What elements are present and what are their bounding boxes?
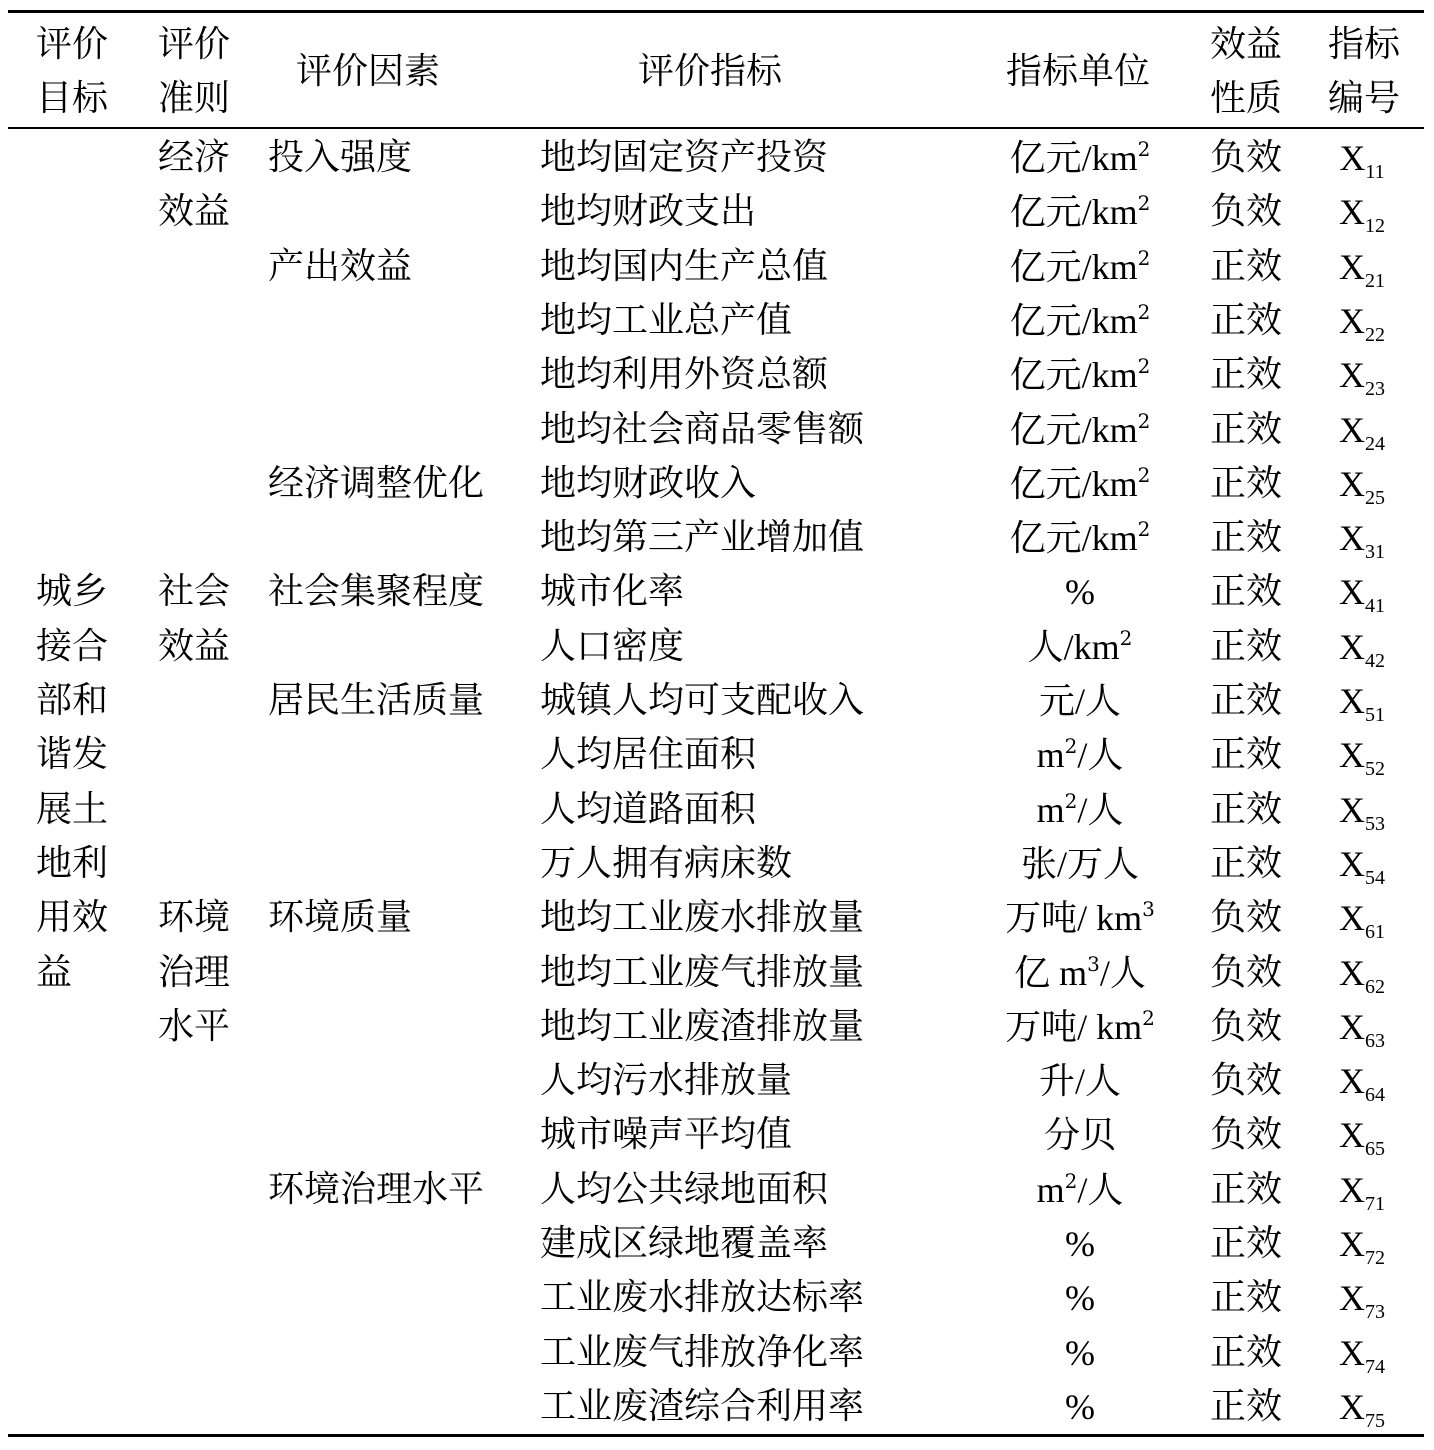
code-cell bbox=[1322, 783, 1402, 837]
criterion-line: 环境 bbox=[158, 897, 231, 939]
code-cell bbox=[1322, 240, 1402, 294]
code-letter: X bbox=[1339, 518, 1365, 559]
indicator-cell: 城镇人均可支配收入 bbox=[540, 680, 865, 721]
factor-label: 环境质量 bbox=[268, 897, 413, 939]
code-sub bbox=[1365, 1301, 1385, 1323]
factor-label: 经济调整优化 bbox=[268, 462, 485, 504]
nature-cell: 正效 bbox=[1210, 245, 1283, 287]
code-subscript: 21 bbox=[1365, 269, 1385, 292]
nature-cell: 正效 bbox=[1210, 842, 1283, 884]
unit-cell bbox=[985, 946, 1175, 1001]
factor-label: 居民生活质量 bbox=[268, 680, 485, 721]
indicator-cell: 城市化率 bbox=[540, 571, 685, 613]
code-subscript: 12 bbox=[1365, 215, 1385, 238]
nature-cell: 正效 bbox=[1210, 408, 1283, 450]
criterion-line: 效益 bbox=[158, 191, 231, 233]
bottom-rule bbox=[8, 1434, 1424, 1437]
code-sub bbox=[1365, 270, 1385, 292]
code-subscript: 71 bbox=[1365, 1192, 1385, 1215]
indicator-cell: 人均污水排放量 bbox=[540, 1060, 793, 1102]
code-subscript: 62 bbox=[1365, 975, 1385, 998]
code-subscript: 73 bbox=[1365, 1301, 1385, 1324]
nature-cell: 负效 bbox=[1210, 951, 1283, 993]
header-nature-2: 性质 bbox=[1210, 78, 1283, 119]
unit-cell bbox=[985, 511, 1175, 566]
unit-text: m bbox=[1036, 735, 1065, 776]
code-subscript: 72 bbox=[1365, 1247, 1385, 1269]
goal-line: 接合 bbox=[36, 625, 109, 667]
indicator-cell: 地均第三产业增加值 bbox=[540, 517, 865, 559]
unit-text: 亿元/km bbox=[1009, 355, 1138, 396]
code-sub bbox=[1365, 704, 1385, 726]
code-cell bbox=[1322, 891, 1402, 945]
code-cell bbox=[1322, 1054, 1402, 1108]
nature-cell: 正效 bbox=[1210, 680, 1283, 721]
code-cell bbox=[1322, 457, 1402, 511]
code-subscript: 23 bbox=[1365, 378, 1385, 401]
code-sub bbox=[1365, 976, 1385, 998]
factor-label: 社会集聚程度 bbox=[268, 571, 485, 613]
header-indicator: 评价指标 bbox=[638, 51, 783, 92]
unit-cell bbox=[985, 674, 1175, 729]
header-factor: 评价因素 bbox=[296, 51, 441, 92]
unit-sup bbox=[1138, 300, 1151, 324]
code-letter: X bbox=[1339, 735, 1365, 776]
unit-text: 亿元/km bbox=[1009, 192, 1138, 233]
unit-cell bbox=[985, 565, 1175, 620]
factor-label: 环境治理水平 bbox=[268, 1168, 485, 1210]
indicator-cell: 地均工业废气排放量 bbox=[540, 951, 865, 993]
header-criterion-1: 评价 bbox=[158, 24, 231, 65]
unit-cell bbox=[985, 294, 1175, 349]
unit-sup bbox=[1138, 137, 1151, 161]
code-subscript: 53 bbox=[1365, 812, 1385, 835]
code-subscript: 65 bbox=[1365, 1138, 1385, 1161]
unit-sup bbox=[1138, 191, 1151, 215]
criterion-line: 经济 bbox=[158, 137, 231, 178]
unit-sup bbox=[1138, 354, 1151, 378]
code-subscript: 75 bbox=[1365, 1409, 1385, 1432]
code-sub bbox=[1365, 324, 1385, 346]
indicator-cell: 地均固定资产投资 bbox=[540, 137, 829, 178]
code-sub bbox=[1365, 433, 1385, 455]
code-cell bbox=[1322, 728, 1402, 782]
indicator-cell: 人均公共绿地面积 bbox=[540, 1168, 829, 1210]
unit-sup bbox=[1065, 789, 1078, 813]
nature-cell: 负效 bbox=[1210, 1060, 1283, 1102]
header-rule bbox=[8, 127, 1424, 129]
header-goal-1: 评价 bbox=[36, 24, 109, 65]
nature-cell: 正效 bbox=[1210, 625, 1283, 667]
nature-cell: 正效 bbox=[1210, 354, 1283, 396]
unit-text: m bbox=[1036, 789, 1065, 830]
code-sub bbox=[1365, 813, 1385, 835]
code-cell bbox=[1322, 131, 1402, 185]
unit-sup bbox=[1065, 1169, 1078, 1193]
factor-label: 产出效益 bbox=[268, 245, 413, 287]
indicator-cell: 工业废气排放净化率 bbox=[540, 1331, 865, 1373]
code-sub bbox=[1365, 758, 1385, 780]
unit-superscript: 2 bbox=[1137, 137, 1151, 161]
unit-text: 万吨/ km bbox=[1005, 1006, 1143, 1047]
nature-cell: 正效 bbox=[1210, 1385, 1283, 1427]
unit-cell bbox=[985, 1163, 1175, 1218]
unit-text: 万吨/ km bbox=[1005, 898, 1143, 939]
unit-superscript: 2 bbox=[1137, 408, 1151, 433]
indicator-cell: 城市噪声平均值 bbox=[540, 1114, 793, 1156]
unit-cell bbox=[985, 131, 1175, 186]
code-letter: X bbox=[1339, 1386, 1365, 1427]
code-cell bbox=[1322, 1108, 1402, 1162]
nature-cell: 负效 bbox=[1210, 897, 1283, 939]
unit-text: 亿元/km bbox=[1009, 246, 1138, 287]
code-sub bbox=[1365, 378, 1385, 400]
unit-sup bbox=[1138, 517, 1151, 541]
unit-superscript: 2 bbox=[1064, 734, 1078, 759]
code-sub bbox=[1365, 1410, 1385, 1432]
unit-text: 人/km bbox=[1027, 626, 1120, 667]
code-sub bbox=[1365, 215, 1385, 237]
nature-cell: 正效 bbox=[1210, 1168, 1283, 1210]
header-code-1: 指标 bbox=[1328, 24, 1401, 65]
indicator-cell: 地均国内生产总值 bbox=[540, 245, 829, 287]
code-letter: X bbox=[1339, 681, 1365, 721]
code-subscript: 51 bbox=[1365, 704, 1385, 726]
code-cell bbox=[1322, 1217, 1402, 1271]
code-subscript: 41 bbox=[1365, 595, 1385, 618]
unit-text: 亿 m bbox=[1014, 952, 1088, 993]
criterion-line: 效益 bbox=[158, 625, 231, 667]
unit-cell bbox=[985, 1271, 1175, 1326]
code-letter: X bbox=[1339, 1006, 1365, 1047]
unit-text: 张/万人 bbox=[1020, 843, 1139, 884]
unit-cell bbox=[985, 457, 1175, 512]
unit-cell bbox=[985, 240, 1175, 295]
unit-cell bbox=[985, 1217, 1175, 1272]
code-subscript: 63 bbox=[1365, 1029, 1385, 1052]
code-cell bbox=[1322, 1380, 1402, 1434]
unit-tail: /人 bbox=[1077, 735, 1124, 776]
unit-superscript: 2 bbox=[1119, 625, 1133, 650]
goal-line: 城乡 bbox=[36, 571, 109, 613]
unit-text: 分贝 bbox=[1043, 1115, 1116, 1156]
unit-sup bbox=[1138, 463, 1151, 487]
indicator-cell: 地均工业废水排放量 bbox=[540, 897, 865, 939]
indicator-cell: 地均利用外资总额 bbox=[540, 354, 829, 396]
indicator-cell: 人均居住面积 bbox=[540, 734, 757, 776]
code-cell bbox=[1322, 294, 1402, 348]
unit-text: m bbox=[1036, 1169, 1065, 1210]
nature-cell: 正效 bbox=[1210, 462, 1283, 504]
criterion-line: 社会 bbox=[158, 571, 231, 613]
code-cell bbox=[1322, 1271, 1402, 1325]
unit-cell bbox=[985, 783, 1175, 838]
code-cell bbox=[1322, 1163, 1402, 1217]
unit-superscript: 2 bbox=[1137, 354, 1151, 379]
code-sub bbox=[1365, 921, 1385, 943]
code-subscript: 22 bbox=[1365, 323, 1385, 346]
unit-cell bbox=[985, 1054, 1175, 1109]
indicator-cell: 地均社会商品零售额 bbox=[540, 408, 865, 450]
unit-sup bbox=[1142, 897, 1155, 921]
nature-cell: 负效 bbox=[1210, 1114, 1283, 1156]
unit-superscript: 2 bbox=[1142, 1005, 1155, 1030]
unit-cell bbox=[985, 1000, 1175, 1055]
unit-superscript: 2 bbox=[1137, 191, 1151, 216]
unit-text: % bbox=[1065, 1386, 1095, 1427]
code-subscript: 42 bbox=[1365, 649, 1385, 672]
goal-line: 部和 bbox=[36, 680, 109, 721]
unit-sup bbox=[1142, 1006, 1155, 1030]
code-letter: X bbox=[1339, 1169, 1365, 1210]
code-sub bbox=[1365, 1030, 1385, 1052]
indicator-cell: 工业废渣综合利用率 bbox=[540, 1385, 865, 1427]
code-letter: X bbox=[1339, 789, 1365, 830]
nature-cell: 正效 bbox=[1210, 299, 1283, 341]
unit-text: 亿元/km bbox=[1009, 300, 1138, 341]
nature-cell: 正效 bbox=[1210, 517, 1283, 559]
code-letter: X bbox=[1339, 1224, 1365, 1264]
unit-cell bbox=[985, 837, 1175, 892]
code-sub bbox=[1365, 595, 1385, 617]
indicator-cell: 人均道路面积 bbox=[540, 788, 757, 830]
code-letter: X bbox=[1339, 952, 1365, 993]
code-letter: X bbox=[1339, 463, 1365, 504]
code-sub bbox=[1365, 1247, 1385, 1269]
code-letter: X bbox=[1339, 192, 1365, 233]
code-sub bbox=[1365, 161, 1384, 183]
code-subscript: 24 bbox=[1365, 432, 1385, 455]
unit-superscript: 2 bbox=[1137, 517, 1151, 542]
unit-cell bbox=[985, 620, 1175, 675]
code-letter: X bbox=[1339, 246, 1365, 287]
unit-text: % bbox=[1065, 1332, 1095, 1373]
nature-cell: 负效 bbox=[1210, 1005, 1283, 1047]
code-letter: X bbox=[1339, 1061, 1365, 1102]
goal-line: 益 bbox=[36, 951, 73, 993]
code-sub bbox=[1365, 867, 1385, 889]
unit-superscript: 2 bbox=[1137, 462, 1151, 487]
indicator-cell: 建成区绿地覆盖率 bbox=[540, 1223, 829, 1264]
unit-tail: /人 bbox=[1099, 952, 1146, 993]
unit-superscript: 2 bbox=[1064, 788, 1078, 813]
unit-cell bbox=[985, 1380, 1175, 1435]
code-cell bbox=[1322, 837, 1402, 891]
unit-cell bbox=[985, 348, 1175, 403]
code-subscript: 25 bbox=[1365, 486, 1385, 509]
code-subscript: 11 bbox=[1365, 161, 1385, 183]
header-goal-2: 目标 bbox=[36, 78, 109, 119]
code-sub bbox=[1365, 487, 1385, 509]
nature-cell: 正效 bbox=[1210, 734, 1283, 776]
unit-sup bbox=[1087, 952, 1100, 976]
unit-superscript: 2 bbox=[1137, 299, 1151, 324]
code-sub bbox=[1365, 1138, 1385, 1160]
unit-text: 元/人 bbox=[1038, 681, 1121, 721]
code-cell bbox=[1322, 185, 1402, 239]
code-letter: X bbox=[1339, 898, 1365, 939]
indicator-cell: 工业废水排放达标率 bbox=[540, 1277, 865, 1319]
nature-cell: 负效 bbox=[1210, 137, 1283, 178]
header-nature-1: 效益 bbox=[1210, 24, 1283, 65]
unit-superscript: 2 bbox=[1064, 1168, 1078, 1193]
code-cell bbox=[1322, 403, 1402, 457]
goal-line: 展土 bbox=[36, 788, 109, 830]
indicator-cell: 人口密度 bbox=[540, 625, 685, 667]
code-sub bbox=[1365, 1356, 1385, 1378]
code-letter: X bbox=[1339, 843, 1365, 884]
nature-cell: 正效 bbox=[1210, 788, 1283, 830]
unit-sup bbox=[1138, 409, 1151, 433]
indicator-cell: 地均工业总产值 bbox=[540, 299, 793, 341]
unit-sup bbox=[1065, 734, 1078, 758]
unit-text: 亿元/km bbox=[1009, 518, 1138, 559]
goal-line: 谐发 bbox=[36, 734, 109, 776]
code-letter: X bbox=[1339, 1332, 1365, 1373]
unit-cell bbox=[985, 728, 1175, 783]
code-subscript: 61 bbox=[1365, 921, 1385, 944]
code-subscript: 31 bbox=[1365, 541, 1385, 564]
unit-text: 亿元/km bbox=[1009, 409, 1138, 450]
factor-label: 投入强度 bbox=[268, 137, 413, 178]
header-criterion-2: 准则 bbox=[158, 78, 231, 119]
criterion-line: 治理 bbox=[158, 951, 231, 993]
unit-superscript: 3 bbox=[1087, 951, 1100, 976]
unit-superscript: 2 bbox=[1137, 245, 1151, 270]
code-cell bbox=[1322, 1326, 1402, 1380]
code-letter: X bbox=[1339, 626, 1365, 667]
unit-cell bbox=[985, 1108, 1175, 1163]
unit-tail: /人 bbox=[1077, 1169, 1124, 1210]
unit-superscript: 3 bbox=[1142, 897, 1155, 922]
unit-sup bbox=[1138, 246, 1151, 270]
unit-text: 亿元/km bbox=[1009, 463, 1138, 504]
code-sub bbox=[1365, 1193, 1385, 1215]
unit-cell bbox=[985, 403, 1175, 458]
code-letter: X bbox=[1339, 572, 1365, 613]
nature-cell: 正效 bbox=[1210, 1331, 1283, 1373]
indicator-cell: 地均财政支出 bbox=[540, 191, 757, 233]
nature-cell: 正效 bbox=[1210, 571, 1283, 613]
code-cell bbox=[1322, 511, 1402, 565]
header-code-2: 编号 bbox=[1328, 78, 1401, 119]
unit-text: % bbox=[1065, 1224, 1095, 1264]
top-rule bbox=[8, 10, 1424, 13]
goal-line: 地利 bbox=[36, 842, 109, 884]
code-subscript: 74 bbox=[1365, 1355, 1385, 1378]
unit-text: 升/人 bbox=[1038, 1061, 1121, 1102]
unit-sup bbox=[1120, 626, 1133, 650]
code-cell bbox=[1322, 1000, 1402, 1054]
code-letter: X bbox=[1339, 1115, 1365, 1156]
code-sub bbox=[1365, 541, 1385, 563]
code-subscript: 54 bbox=[1365, 866, 1385, 889]
code-cell bbox=[1322, 946, 1402, 1000]
unit-text: % bbox=[1065, 1278, 1095, 1319]
code-cell bbox=[1322, 674, 1402, 728]
indicator-cell: 万人拥有病床数 bbox=[540, 842, 793, 884]
code-letter: X bbox=[1339, 1278, 1365, 1319]
unit-cell bbox=[985, 1326, 1175, 1381]
indicator-cell: 地均工业废渣排放量 bbox=[540, 1005, 865, 1047]
nature-cell: 正效 bbox=[1210, 1223, 1283, 1264]
code-subscript: 64 bbox=[1365, 1084, 1385, 1107]
goal-line: 用效 bbox=[36, 897, 109, 939]
header-unit: 指标单位 bbox=[1006, 51, 1151, 92]
code-letter: X bbox=[1339, 409, 1365, 450]
unit-tail: /人 bbox=[1077, 789, 1124, 830]
criterion-line: 水平 bbox=[158, 1005, 231, 1047]
nature-cell: 负效 bbox=[1210, 191, 1283, 233]
code-sub bbox=[1365, 650, 1385, 672]
indicator-cell: 地均财政收入 bbox=[540, 462, 757, 504]
code-subscript: 52 bbox=[1365, 758, 1385, 781]
code-sub bbox=[1365, 1084, 1385, 1106]
unit-cell bbox=[985, 891, 1175, 946]
code-letter: X bbox=[1339, 355, 1365, 396]
unit-text: % bbox=[1065, 572, 1095, 613]
code-cell bbox=[1322, 565, 1402, 619]
unit-cell bbox=[985, 185, 1175, 240]
nature-cell: 正效 bbox=[1210, 1277, 1283, 1319]
code-letter: X bbox=[1339, 300, 1365, 341]
code-letter: X bbox=[1339, 138, 1366, 178]
code-cell bbox=[1322, 348, 1402, 402]
unit-text: 亿元/km bbox=[1009, 138, 1138, 178]
code-cell bbox=[1322, 620, 1402, 674]
